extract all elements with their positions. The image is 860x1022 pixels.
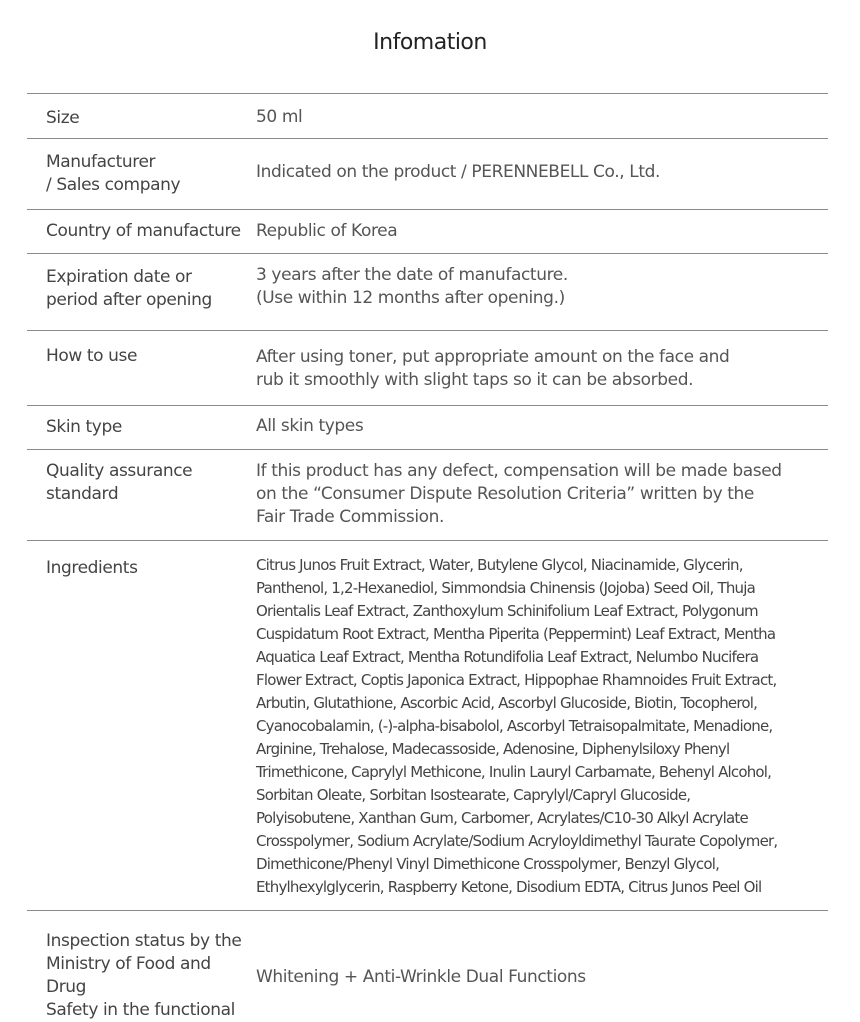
row-value: Citrus Junos Fruit Extract, Water, Butylene Glycol, Niacinamide, Glycerin, Panthenol, 1,2-Hexanediol, Simmondsia Chinensis (Jojoba) Seed Oil, Thuja Orientalis Leaf Extract, Zanthoxylum Schinifolium Leaf Extract, Polygonum Cuspidatum Root Extract, Mentha Piperita (Peppermint) Leaf Extract, Mentha Aquatica Leaf Extract, Mentha Rotundifolia Leaf Extract, Nelumbo Nucifera Flower Extract, Coptis Japonica Extract, Hippophae Rhamnoides Fruit Extract, Arbutin, Glutathione, Ascorbic Acid, Ascorbyl Glucoside, Biotin, Tocopherol, Cyanocobalamin, (-)-alpha-bisabolol, Ascorbyl Tetraisopalmitate, Menadione, Arginine, Trehalose, Madecassoside, Adenosine, Diphenylsiloxy Phenyl Trimethicone, Caprylyl Methicone, Inulin Lauryl Carbamate, Behenyl Alcohol, Sorbitan Oleate, Sorbitan Isostearate, Caprylyl/Capryl Glucoside, Polyisobutene, Xanthan Gum, Carbomer, Acrylates/C10-30 Alkyl Acrylate Crosspolymer, Sodium Acrylate/Sodium Acryloyldimethyl Taurate Copolymer, Dimethicone/Phenyl Vinyl Dimethicone Crosspolymer, Benzyl Glycol, Ethylhexylglycerin, Raspberry Ketone, Disodium EDTA, Citrus Junos Peel Oil [256,556,778,896]
row-label: Inspection status by the Ministry of Food and Drug Safety in the functional [46,931,242,1020]
row-value: Whitening + Anti-Wrinkle Dual Functions [256,967,586,987]
table-row-expiration [27,254,828,331]
row-value: If this product has any defect, compensation will be made based on the “Consumer Dispute Resolution Criteria” written by the Fair Trade Commission. [256,461,782,527]
table-row-inspection [27,911,828,1020]
table-row-ingredients [27,541,828,911]
row-label: Quality assurance standard [46,461,193,504]
row-value: Republic of Korea [256,221,398,241]
row-value: All skin types [256,416,364,436]
row-label: Skin type [46,417,122,437]
table-row-quality [27,450,828,541]
row-value: Indicated on the product / PERENNEBELL Co., Ltd. [256,162,660,182]
table-row-how-to-use [27,331,828,406]
row-label: How to use [46,346,138,366]
table-row-country [27,210,828,254]
row-label: Manufacturer / Sales company [46,152,181,195]
row-value: 3 years after the date of manufacture. (Use within 12 months after opening.) [256,265,568,308]
row-value: 50 ml [256,107,303,127]
table-row-skin-type [27,406,828,450]
row-label: Expiration date or period after opening [46,267,212,310]
page-title: Infomation [373,30,487,55]
row-label: Size [46,108,80,128]
row-label: Ingredients [46,558,138,578]
row-label: Country of manufacture [46,221,241,241]
row-value: After using toner, put appropriate amount on the face and rub it smoothly with slight taps so it can be absorbed. [256,347,730,390]
info-table [27,93,828,1020]
table-row-size [27,94,828,139]
table-row-manufacturer [27,139,828,210]
